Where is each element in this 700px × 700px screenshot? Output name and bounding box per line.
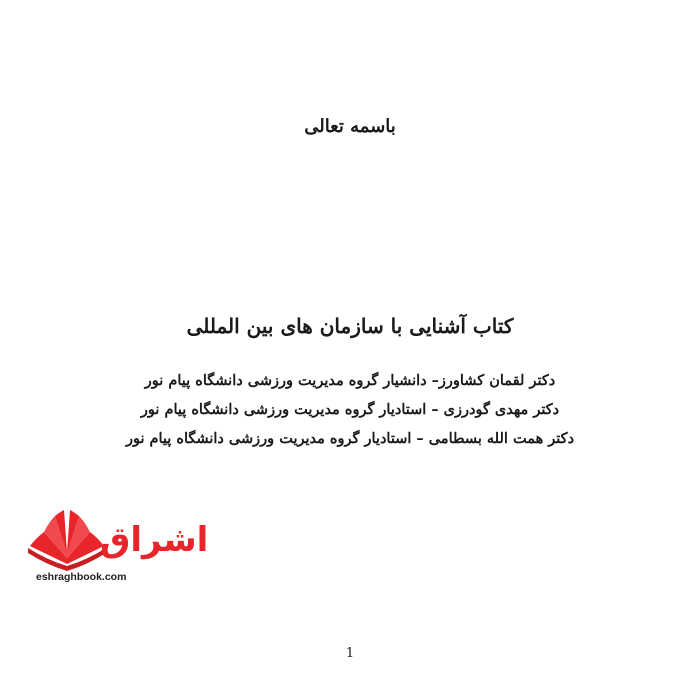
dedication-heading: باسمه تعالی [304,116,396,137]
publisher-brand-text: اشراق [100,520,209,560]
open-book-icon [22,508,112,574]
author-line: دکتر همت الله بسطامی – استادیار گروه مدیریت ورزشی دانشگاه پیام نور [125,430,575,447]
author-list [100,366,600,453]
page-number: 1 [345,646,355,661]
author-line: دکتر لقمان کشاورز– دانشیار گروه مدیریت ورزشی دانشگاه پیام نور [144,372,556,389]
author-line: دکتر مهدی گودرزی – استادیار گروه مدیریت ورزشی دانشگاه پیام نور [140,401,560,418]
book-title: کتاب آشنایی با سازمان های بین المللی [186,314,514,338]
publisher-watermark-logo [22,508,209,588]
publisher-url: eshraghbook.com [36,571,127,583]
